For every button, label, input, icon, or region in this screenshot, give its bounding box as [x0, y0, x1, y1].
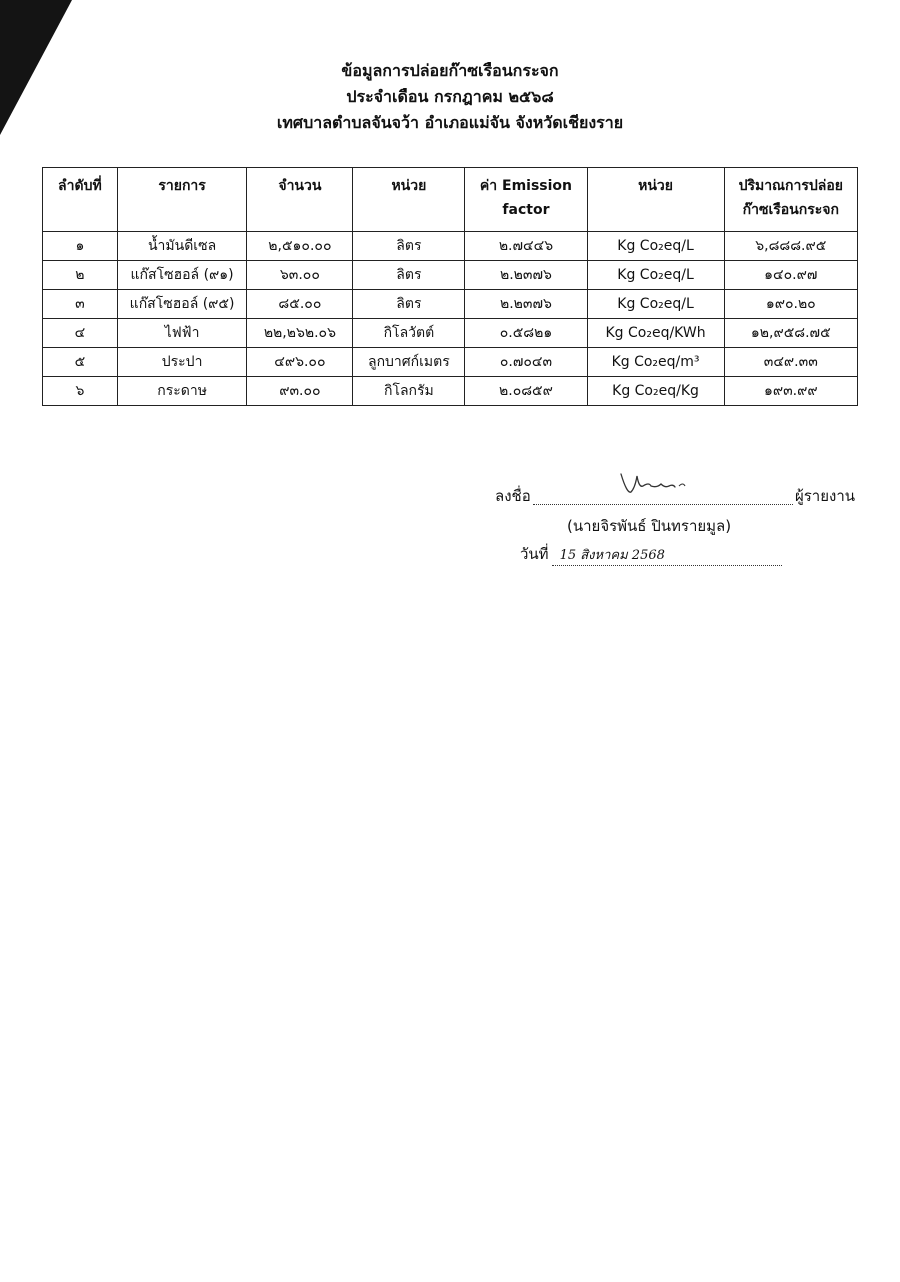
header-amount: จำนวน	[247, 168, 353, 232]
cell-no: ๔	[43, 319, 118, 348]
cell-amount: ๒๒,๒๖๒.๐๖	[247, 319, 353, 348]
table-row	[43, 232, 858, 261]
cell-amount: ๙๓.๐๐	[247, 377, 353, 406]
cell-ef: ๒.๐๘๕๙	[465, 377, 587, 406]
cell-amount: ๖๓.๐๐	[247, 261, 353, 290]
cell-unit: ลิตร	[353, 261, 465, 290]
cell-ghg: ๑๔๐.๙๗	[724, 261, 857, 290]
emissions-table	[42, 167, 858, 406]
cell-amount: ๔๙๖.๐๐	[247, 348, 353, 377]
cell-no: ๑	[43, 232, 118, 261]
header-ghg-line1: ปริมาณการปล่อย	[738, 178, 843, 194]
cell-ghg: ๑๙๓.๙๙	[724, 377, 857, 406]
title-line-1: ข้อมูลการปล่อยก๊าซเรือนกระจก	[341, 61, 559, 80]
cell-amount: ๘๕.๐๐	[247, 290, 353, 319]
cell-no: ๖	[43, 377, 118, 406]
cell-unit: กิโลวัตต์	[353, 319, 465, 348]
title-line-2: ประจำเดือน กรกฎาคม ๒๕๖๘	[346, 87, 554, 106]
title-line-3: เทศบาลตำบลจันจว้า อำเภอแม่จัน จังหวัดเชียงราย	[276, 113, 624, 132]
cell-ef-unit: Kg Co₂eq/KWh	[587, 319, 724, 348]
document-title	[0, 58, 900, 136]
signature-role: ผู้รายงาน	[794, 487, 855, 505]
cell-ef-unit: Kg Co₂eq/m³	[587, 348, 724, 377]
header-ef-line2: factor	[502, 202, 550, 218]
cell-unit: ลิตร	[353, 232, 465, 261]
cell-ghg: ๖,๘๘๘.๙๕	[724, 232, 857, 261]
header-ghg-line2: ก๊าซเรือนกระจก	[742, 202, 839, 218]
table-row	[43, 290, 858, 319]
cell-item: น้ำมันดีเซล	[117, 232, 247, 261]
date-label: วันที่	[520, 545, 549, 563]
header-ghg-amount	[724, 168, 857, 232]
signature-field	[533, 490, 793, 505]
date-line	[520, 542, 782, 566]
cell-ef-unit: Kg Co₂eq/L	[587, 261, 724, 290]
table-row	[43, 261, 858, 290]
cell-unit: ลิตร	[353, 290, 465, 319]
cell-amount: ๒,๕๑๐.๐๐	[247, 232, 353, 261]
cell-ef: ๒.๗๔๔๖	[465, 232, 587, 261]
cell-ghg: ๑๙๐.๒๐	[724, 290, 857, 319]
cell-unit: กิโลกรัม	[353, 377, 465, 406]
table-row	[43, 377, 858, 406]
cell-item: แก๊สโซฮอล์ (๙๕)	[117, 290, 247, 319]
signature-line	[495, 484, 855, 508]
cell-ghg: ๓๔๙.๓๓	[724, 348, 857, 377]
cell-ef-unit: Kg Co₂eq/Kg	[587, 377, 724, 406]
header-emission-factor	[465, 168, 587, 232]
signer-name: (นายจิรพันธ์ ปินทรายมูล)	[567, 517, 732, 535]
header-item: รายการ	[117, 168, 247, 232]
cell-ef: ๒.๒๓๗๖	[465, 290, 587, 319]
cell-no: ๕	[43, 348, 118, 377]
cell-item: แก๊สโซฮอล์ (๙๑)	[117, 261, 247, 290]
cell-ef: ๐.๕๘๒๑	[465, 319, 587, 348]
cell-ef-unit: Kg Co₂eq/L	[587, 290, 724, 319]
header-ef-line1: ค่า Emission	[479, 178, 573, 194]
handwritten-signature	[613, 468, 703, 498]
cell-no: ๓	[43, 290, 118, 319]
header-no: ลำดับที่	[43, 168, 118, 232]
signature-label: ลงชื่อ	[495, 487, 531, 505]
header-unit: หน่วย	[353, 168, 465, 232]
cell-no: ๒	[43, 261, 118, 290]
cell-ef-unit: Kg Co₂eq/L	[587, 232, 724, 261]
cell-ef: ๐.๗๐๔๓	[465, 348, 587, 377]
header-ef-unit: หน่วย	[587, 168, 724, 232]
table-header-row	[43, 168, 858, 232]
cell-item: ไฟฟ้า	[117, 319, 247, 348]
cell-unit: ลูกบาศก์เมตร	[353, 348, 465, 377]
table-row	[43, 319, 858, 348]
cell-ef: ๒.๒๓๗๖	[465, 261, 587, 290]
cell-item: ประปา	[117, 348, 247, 377]
cell-ghg: ๑๒,๙๕๘.๗๕	[724, 319, 857, 348]
cell-item: กระดาษ	[117, 377, 247, 406]
date-value: 15 สิงหาคม 2568	[552, 547, 782, 566]
table-row	[43, 348, 858, 377]
